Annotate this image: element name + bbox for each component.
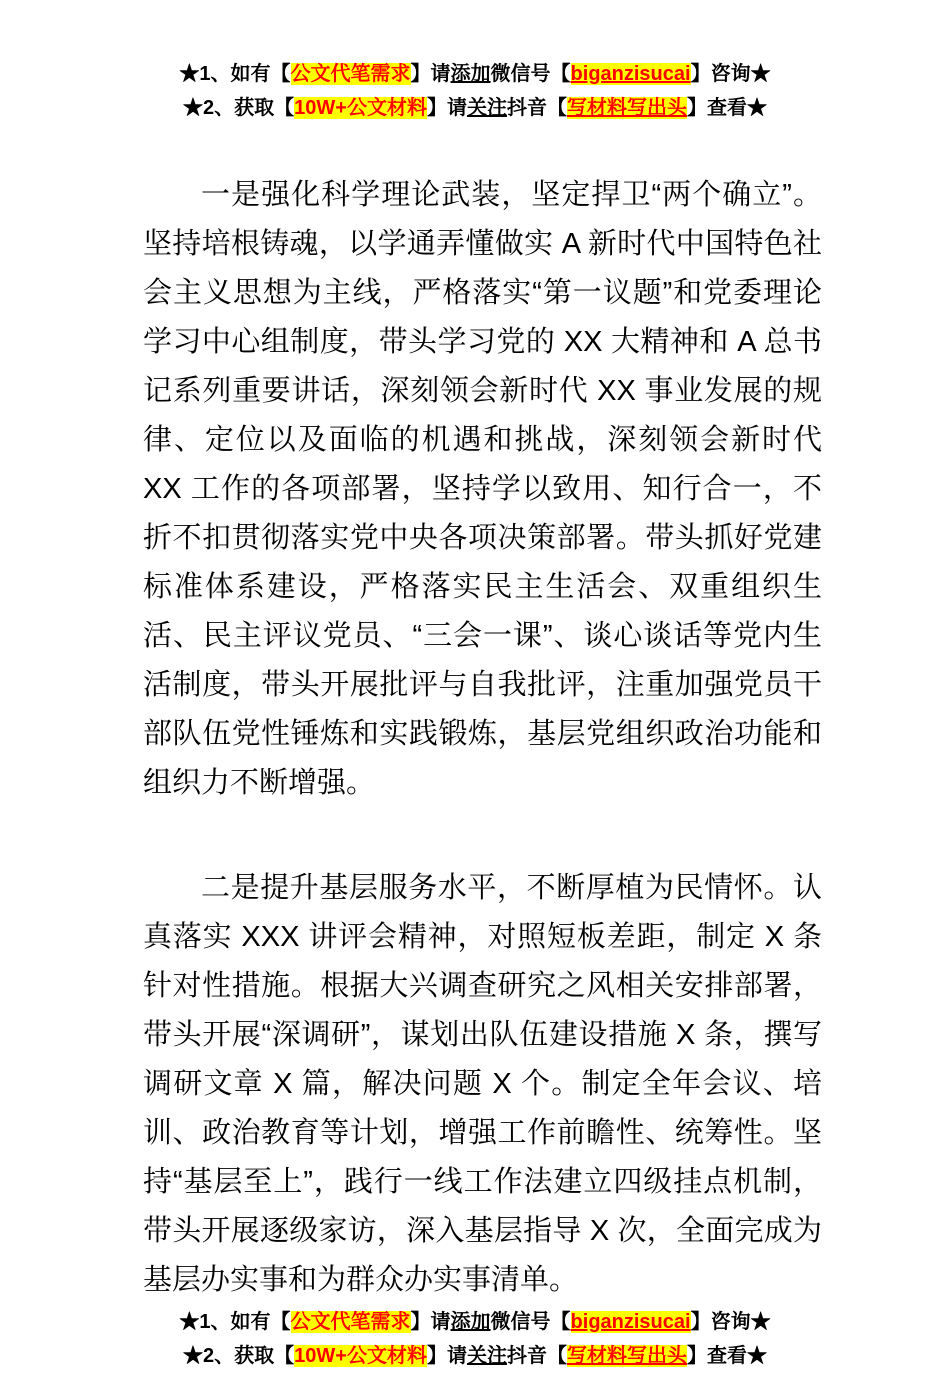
paragraph-2: 二是提升基层服务水平，不断厚植为民情怀。认真落实 XXX 讲评会精神，对照短板差距，制定 X 条针对性措施。根据大兴调查研究之风相关安排部署，带头开展“深调研”，谋划出队伍建设措施 X 条，撰写调研文章 X 篇，解决问题 X 个。制定全年会议、培训、政治教育等计划，增强工作前瞻性、统筹性。坚持“基层至上”，践行一线工作法建立四级挂点机制，带头开展逐级家访，深入基层指导 X 次，全面完成为基层办实事和为群众办实事清单。	[143, 872, 822, 1296]
promo-text: 微信号【	[490, 1311, 571, 1333]
promo-banner-top	[0, 0, 950, 125]
promo-text: 抖音【	[506, 97, 567, 119]
promo-text: ★2、获取【	[183, 1345, 295, 1367]
promo-highlight-wechat-id: biganzisucai	[570, 1311, 691, 1333]
promo-highlight-materials: 10W+公文材料	[294, 1345, 427, 1367]
paragraph-1: 一是强化科学理论武装，坚定捍卫“两个确立”。坚持培根铸魂，以学通弄懂做实 A 新时代中国特色社会主义思想为主线，严格落实“第一议题”和党委理论学习中心组制度，带头学习党的 XX 大精神和 A 总书记系列重要讲话，深刻领会新时代 XX 事业发展的规律、定位以及面临的机遇和挑战，深刻领会新时代 XX 工作的各项部署，坚持学以致用、知行合一，不折不扣贯彻落实党中央各项决策部署。带头抓好党建标准体系建设，严格落实民主生活会、双重组织生活、民主评议党员、“三会一课”、谈心谈话等党内生活制度，带头开展批评与自我批评，注重加强党员干部队伍党性锤炼和实践锻炼，基层党组织政治功能和组织力不断增强。	[143, 179, 822, 799]
promo-highlight-service: 公文代笔需求	[290, 1311, 411, 1333]
promo-underline-follow: 关注	[466, 97, 507, 119]
promo-highlight-douyin-id: 写材料写出头	[566, 97, 687, 119]
promo-text: 】请	[426, 1345, 467, 1367]
promo-text: 】查看★	[686, 1345, 767, 1367]
promo-text: ★1、如有【	[179, 1311, 291, 1333]
promo-underline-follow: 关注	[466, 1345, 507, 1367]
promo-text: ★1、如有【	[179, 63, 291, 85]
promo-line-2	[0, 91, 950, 125]
promo-line-1	[0, 1305, 950, 1339]
promo-text: 】查看★	[686, 97, 767, 119]
promo-underline-add: 添加	[450, 1311, 491, 1333]
promo-highlight-wechat-id: biganzisucai	[570, 63, 691, 85]
promo-text: 抖音【	[506, 1345, 567, 1367]
promo-text: 】请	[410, 1311, 451, 1333]
promo-line-2	[0, 1339, 950, 1373]
promo-underline-add: 添加	[450, 63, 491, 85]
promo-text: 微信号【	[490, 63, 571, 85]
promo-highlight-douyin-id: 写材料写出头	[566, 1345, 687, 1367]
promo-highlight-materials: 10W+公文材料	[294, 97, 427, 119]
document-body	[143, 171, 822, 1305]
promo-text: 】咨询★	[690, 63, 771, 85]
promo-text: 】请	[410, 63, 451, 85]
promo-text: 】请	[426, 97, 467, 119]
promo-banner-bottom	[0, 1305, 950, 1373]
promo-line-1	[0, 57, 950, 91]
promo-highlight-service: 公文代笔需求	[290, 63, 411, 85]
promo-text: 】咨询★	[690, 1311, 771, 1333]
promo-text: ★2、获取【	[183, 97, 295, 119]
